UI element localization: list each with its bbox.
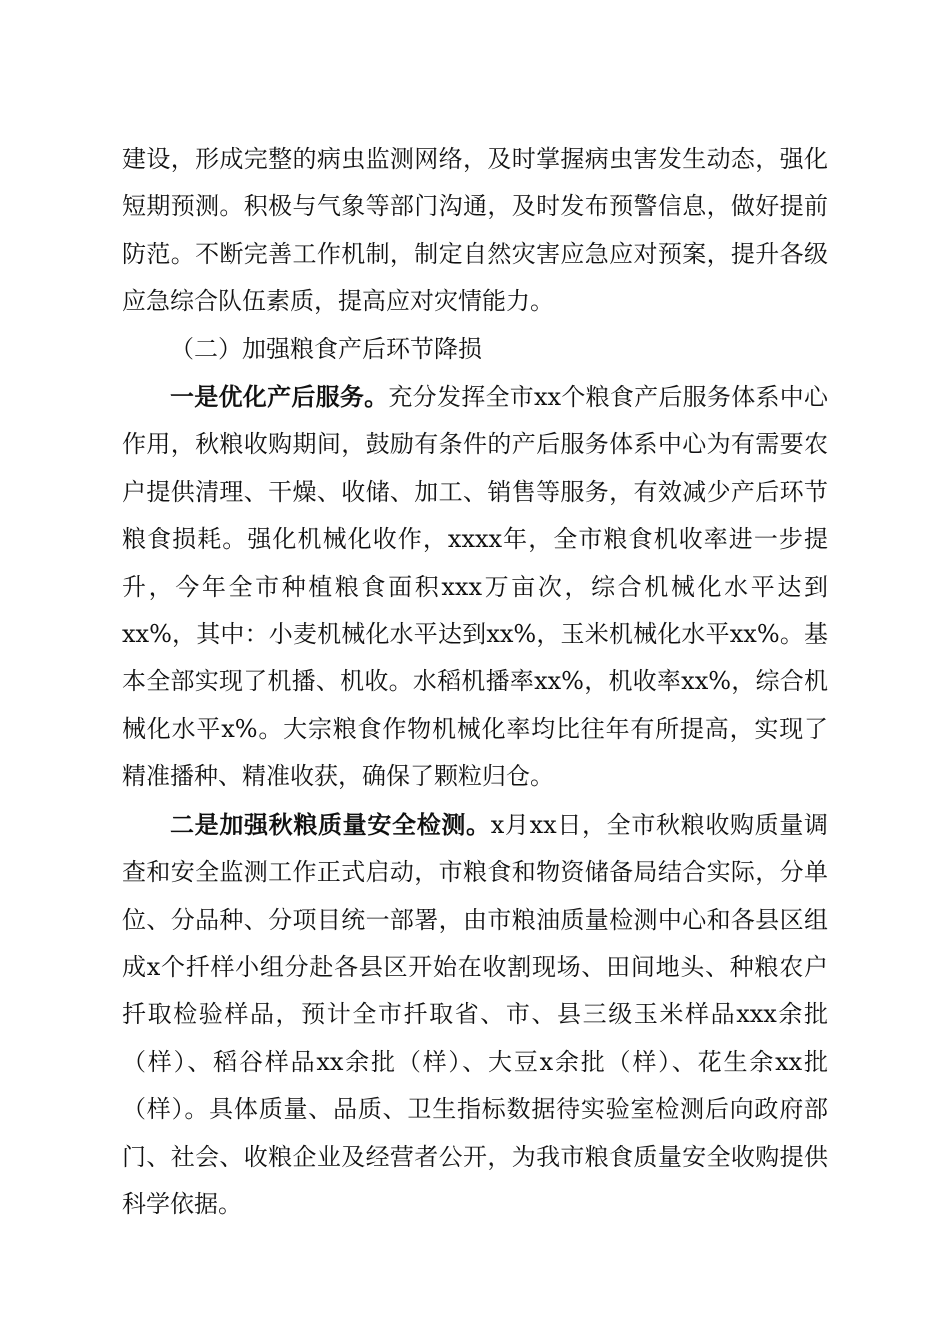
paragraph-body-text: x月xx日，全市秋粮收购质量调查和安全监测工作正式启动，市粮食和物资储备局结合实际，分单位、分品种、分项目统一部署，由市粮油质量检测中心和各县区组成x个扦样小组分赴各县区开始在收割现场、田间地头、种粮农户扦取检验样品，预计全市扦取省、市、县三级玉米样品xxx余批（样）、稻谷样品xx余批（样）、大豆x余批（样）、花生余xx批（样）。具体质量、品质、卫生指标数据待实验室检测后向政府部门、社会、收粮企业及经营者公开，为我市粮食质量安全收购提供科学依据。 bbox=[122, 810, 829, 1218]
paragraph-lead-text: 一是优化产后服务。 bbox=[170, 382, 389, 412]
paragraph-continuation: 建设，形成完整的病虫监测网络，及时掌握病虫害发生动态，强化短期预测。积极与气象等部门沟通，及时发布预警信息，做好提前防范。不断完善工作机制，制定自然灾害应急应对预案，提升各级应急综合队伍素质，提高应对灾情能力。 bbox=[122, 145, 828, 316]
paragraph-optimize-service bbox=[122, 373, 828, 801]
paragraph-lead-text: 二是加强秋粮质量安全检测。 bbox=[170, 809, 491, 839]
section-heading: （二）加强粮食产后环节降损 bbox=[170, 334, 482, 363]
paragraph-body-text: 充分发挥全市xx个粮食产后服务体系中心作用，秋粮收购期间，鼓励有条件的产后服务体系中心为有需要农户提供清理、干燥、收储、加工、销售等服务，有效减少产后环节粮食损耗。强化机械化收作，xxxx年，全市粮食机收率进一步提升，今年全市种植粮食面积xxx万亩次，综合机械化水平达到xx%，其中：小麦机械化水平达到xx%，玉米机械化水平xx%。基本全部实现了机播、机收。水稻机播率xx%，机收率xx%，综合机械化水平x%。大宗粮食作物机械化率均比往年有所提高，实现了精准播种、精准收获，确保了颗粒归仓。 bbox=[122, 383, 829, 791]
document-body bbox=[122, 136, 828, 1228]
paragraph-quality-inspection bbox=[122, 801, 828, 1229]
